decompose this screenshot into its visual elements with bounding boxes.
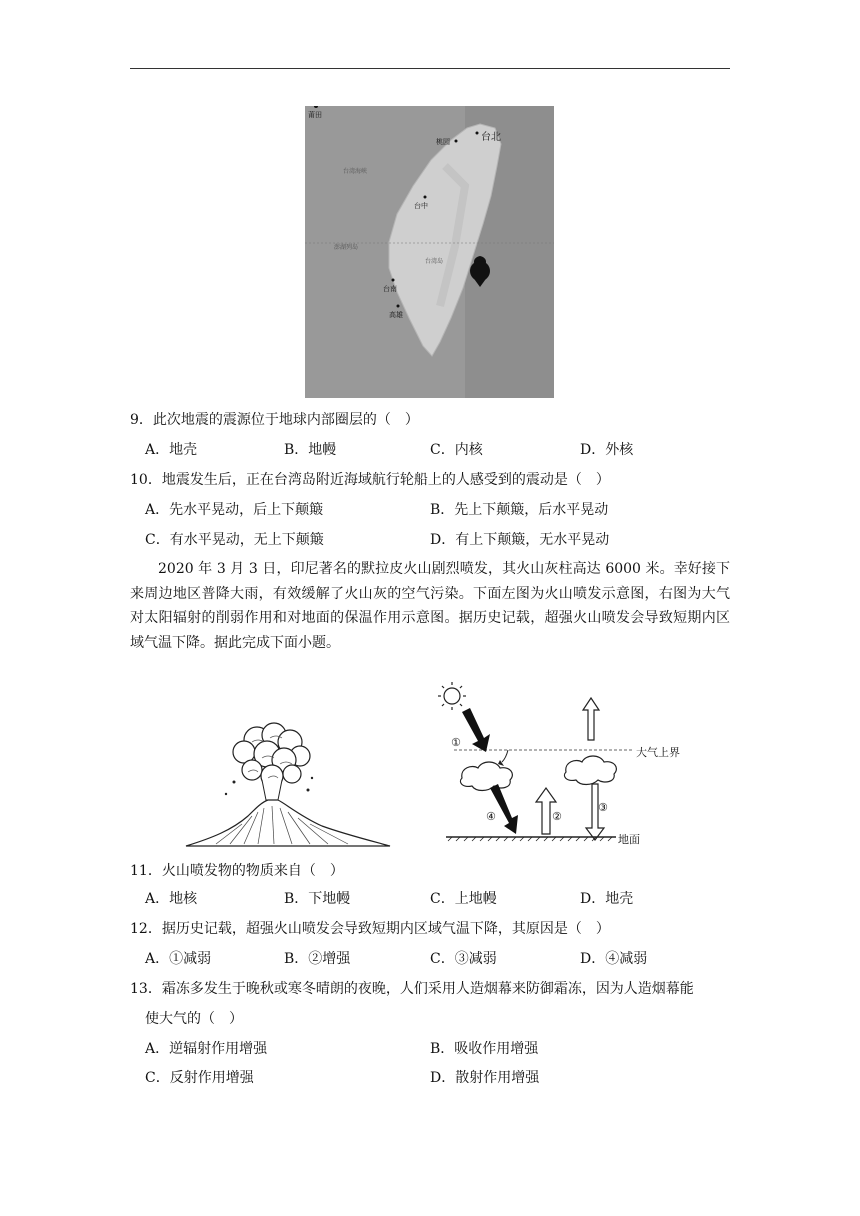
cloud-left [460, 762, 512, 791]
map-label-penghu: 澎湖列岛 [334, 244, 359, 251]
q12-option-d: D．④减弱 [580, 951, 648, 967]
cloud-right [564, 756, 616, 785]
diagram-label-1: ① [451, 736, 461, 749]
header-rule [130, 68, 730, 69]
q13-option-d: D．散射作用增强 [430, 1070, 540, 1086]
q10-option-b: B．先上下颠簸，后水平晃动 [430, 502, 609, 518]
map-label-putian: 莆田 [308, 111, 322, 119]
volcano-eruption-illustration [182, 720, 392, 850]
question-10-stem: 10．地震发生后，正在台湾岛附近海域航行轮船上的人感受到的震动是（ ） [130, 472, 610, 488]
q12-option-c: C．③减弱 [430, 951, 497, 967]
diagram-label-ground: 地面 [618, 833, 640, 846]
q13-option-c: C．反射作用增强 [145, 1070, 254, 1086]
map-label-taichung: 台中 [414, 202, 428, 210]
q11-option-b: B．下地幔 [284, 891, 351, 907]
map-label-taoyuan: 桃园 [436, 138, 450, 146]
q12-option-a: A．①减弱 [145, 951, 212, 967]
q9-option-c: C．内核 [430, 442, 483, 458]
question-13-stem-line2: 使大气的（ ） [145, 1011, 243, 1027]
diagram-label-4: ④ [486, 810, 496, 823]
arrow-4-to-ground [490, 784, 518, 834]
map-label-tainan: 台南 [383, 285, 397, 293]
q11-option-d: D．地壳 [580, 891, 634, 907]
question-9-stem: 9．此次地震的震源位于地球内部圈层的（ ） [130, 412, 419, 428]
q9-option-d: D．外核 [580, 442, 634, 458]
diagram-label-3: ③ [598, 801, 608, 814]
arrow-1-incoming [462, 708, 490, 752]
map-label-kaohsiung: 高雄 [389, 311, 403, 319]
q10-option-c: C．有水平晃动，无上下颠簸 [145, 532, 324, 548]
map-label-strait: 台湾海峡 [343, 168, 368, 175]
q11-option-c: C．上地幔 [430, 891, 497, 907]
sun-icon [438, 682, 466, 710]
taiwan-map [305, 106, 554, 398]
q10-option-d: D．有上下颠簸，无水平晃动 [430, 532, 610, 548]
q13-option-a: A．逆辐射作用增强 [145, 1041, 268, 1057]
passage-text: 2020 年 3 月 3 日，印尼著名的默拉皮火山剧烈喷发，其火山灰柱高达 6000 米。幸好接下来周边地区普降大雨，有效缓解了火山灰的空气污染。下面左图为火山喷发示意图，右图为大气对太阳辐射的削弱作用和对地面的保温作用示意图。据历史记载，超强火山喷发会导致短期内区域气温下降。据此完成下面小题。 [130, 561, 730, 651]
q10-option-a: A．先水平晃动，后上下颠簸 [145, 502, 324, 518]
question-12-stem: 12．据历史记载，超强火山喷发会导致短期内区域气温下降，其原因是（ ） [130, 921, 610, 937]
diagram-label-2: ② [552, 810, 562, 823]
q9-option-a: A．地壳 [145, 442, 198, 458]
q11-option-a: A．地核 [145, 891, 198, 907]
question-13-stem-line1: 13．霜冻多发生于晚秋或寒冬晴朗的夜晚，人们采用人造烟幕来防御霜冻，因为人造烟幕能 [130, 981, 694, 997]
map-label-central: 台湾岛 [425, 258, 444, 265]
question-11-stem: 11．火山喷发物的物质来自（ ） [130, 863, 344, 879]
map-label-taipei: 台北 [481, 132, 501, 143]
taiwan-island-shape [305, 106, 554, 398]
q9-option-b: B．地幔 [284, 442, 337, 458]
atmosphere-radiation-diagram [432, 680, 652, 850]
q12-option-b: B．②增强 [284, 951, 351, 967]
diagram-label-atmosphere-top: 大气上界 [636, 746, 680, 759]
q13-option-b: B．吸收作用增强 [430, 1041, 539, 1057]
